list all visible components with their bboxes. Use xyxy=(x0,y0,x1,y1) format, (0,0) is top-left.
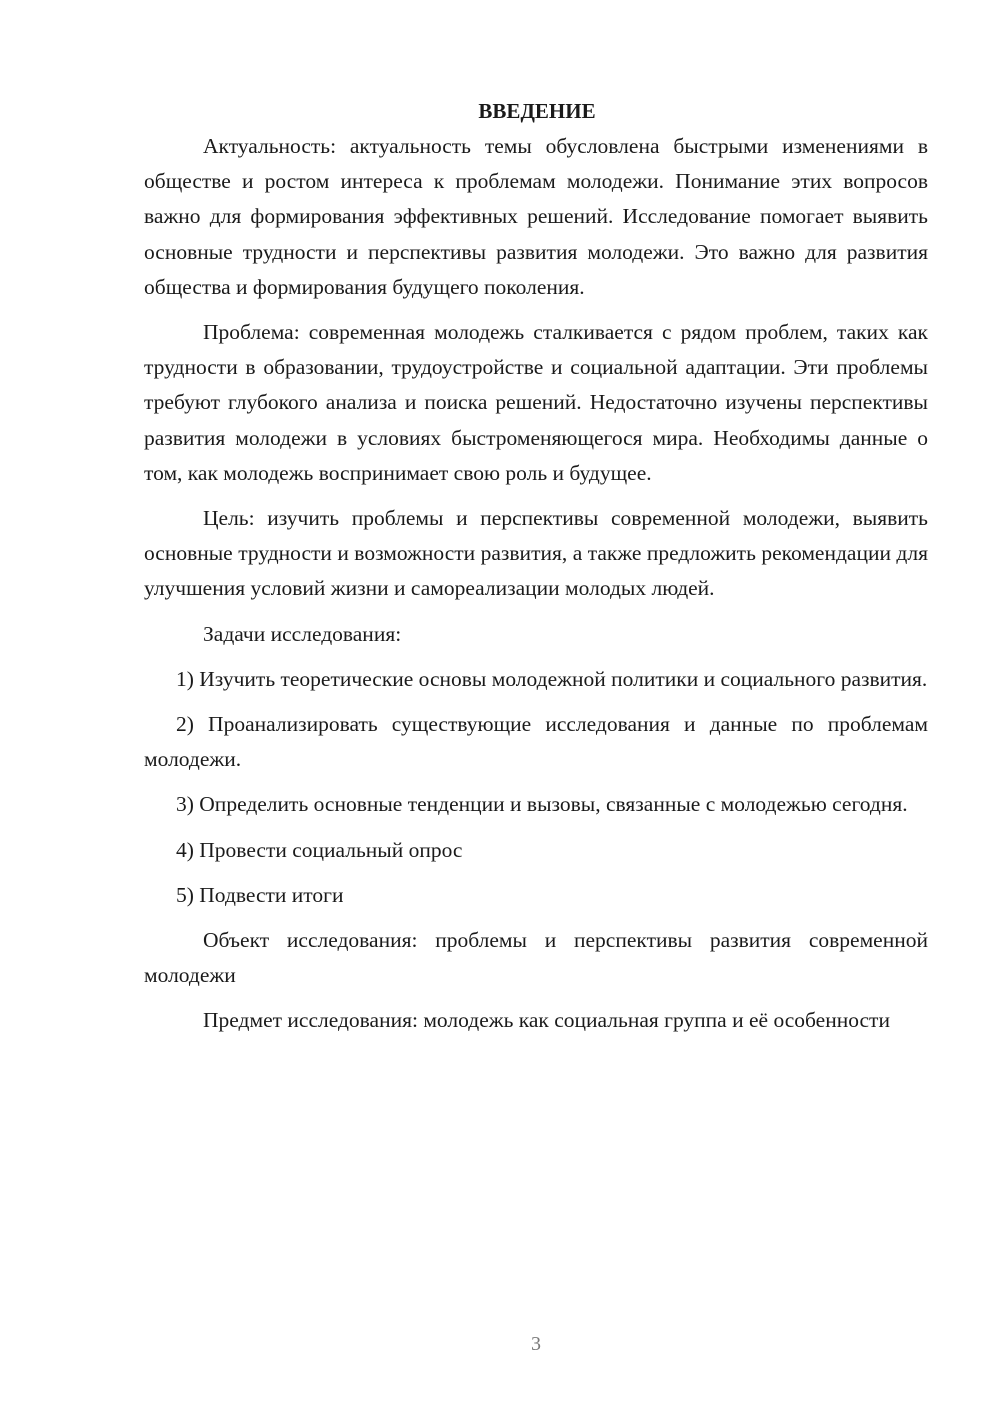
subject-paragraph: Предмет исследования: молодежь как социальная группа и её особенности xyxy=(203,1008,890,1033)
goal-paragraph: Цель: изучить проблемы и перспективы современной молодежи, выявить основные трудности и возможности развития, а также предложить рекомендации для улучшения условий жизни и самореализации молодых людей. xyxy=(144,506,928,601)
page-number: 3 xyxy=(531,1333,541,1355)
task-item: 3) Определить основные тенденции и вызовы, связанные с молодежью сегодня. xyxy=(176,792,908,817)
task-item: 2) Проанализировать существующие исследования и данные по проблемам молодежи. xyxy=(144,712,928,772)
task-item: 5) Подвести итоги xyxy=(176,882,344,907)
relevance-paragraph: Актуальность: актуальность темы обусловлена быстрыми изменениями в обществе и ростом интереса к проблемам молодежи. Понимание этих вопросов важно для формирования эффективных решений. Исследование помогает выявить основные трудности и перспективы развития молодежи. Это важно для развития общества и формирования будущего поколения. xyxy=(144,134,928,299)
problem-paragraph: Проблема: современная молодежь сталкивается с рядом проблем, таких как трудности в образовании, трудоустройстве и социальной адаптации. Эти проблемы требуют глубокого анализа и поиска решений. Недостаточно изучены перспективы развития молодежи в условиях быстроменяющегося мира. Необходимы данные о том, как молодежь воспринимает свою роль и будущее. xyxy=(144,320,928,485)
tasks-heading: Задачи исследования: xyxy=(203,621,402,646)
section-heading: ВВЕДЕНИЕ xyxy=(478,99,596,123)
task-item: 4) Провести социальный опрос xyxy=(176,837,463,862)
page-content xyxy=(144,94,928,1039)
task-item: 1) Изучить теоретические основы молодежной политики и социального развития. xyxy=(176,666,928,691)
object-paragraph: Объект исследования: проблемы и перспективы развития современной молодежи xyxy=(144,928,928,988)
